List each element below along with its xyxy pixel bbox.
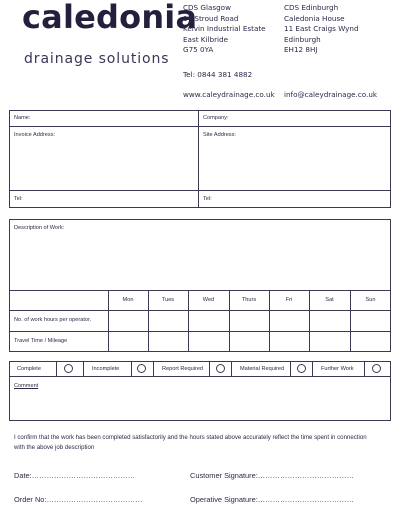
hours-row-bottom-line (9, 331, 391, 332)
company-tagline: drainage solutions (24, 51, 170, 67)
glasgow-estate: Kelvin Industrial Estate (183, 24, 266, 34)
status-divider-2 (131, 361, 132, 376)
glasgow-office-name: CDS Glasgow (183, 3, 231, 12)
status-divider-1 (83, 361, 84, 376)
telephone-number: Tel: 0844 381 4882 (183, 70, 253, 79)
site-address-field[interactable]: Site Address: (203, 132, 236, 138)
edinburgh-postcode: EH12 8HJ (284, 45, 318, 55)
edinburgh-street: 11 East Craigs Wynd (284, 24, 359, 34)
status-divider-7 (312, 361, 313, 376)
tel-left-field[interactable]: Tel: (14, 196, 23, 202)
operative-signature-field[interactable]: Operative Signature:………………………………… (190, 495, 354, 504)
status-material-required-label: Material Required (240, 366, 285, 372)
edinburgh-town: Edinburgh (284, 34, 321, 44)
customer-signature-field[interactable]: Customer Signature:………………………………… (190, 471, 354, 480)
glasgow-postcode: G75 0YA (183, 45, 214, 55)
status-report-required-radio[interactable] (216, 364, 225, 373)
comment-field[interactable]: Comment (14, 383, 39, 389)
day-header-wed: Wed (202, 297, 215, 303)
glasgow-town: East Kilbride (183, 34, 228, 44)
travel-time-row-label: Travel Time / Mileage (14, 338, 68, 344)
status-report-required-label: Report Required (162, 366, 204, 372)
tel-row-separator (9, 190, 391, 191)
order-number-field[interactable]: Order No:………………………………… (14, 495, 143, 504)
edinburgh-address (284, 3, 359, 56)
day-header-mon: Mon (122, 297, 134, 303)
day-header-sat: Sat (325, 297, 334, 303)
work-description-box (9, 219, 391, 352)
name-field[interactable]: Name: (14, 115, 31, 121)
tel-right-field[interactable]: Tel: (203, 196, 212, 202)
status-complete-label: Complete (17, 366, 41, 372)
status-divider-6 (290, 361, 291, 376)
day-header-fri: Fri (285, 297, 293, 303)
date-field[interactable]: Date:…………………………………… (14, 471, 136, 480)
status-divider-8 (364, 361, 365, 376)
email-link[interactable]: info@caleydrainage.co.uk (284, 90, 378, 99)
status-incomplete-radio[interactable] (137, 364, 146, 373)
day-header-tues: Tues (161, 297, 175, 303)
status-row-separator (9, 376, 391, 377)
status-divider-3 (153, 361, 154, 376)
confirmation-statement: I confirm that the work has been completed satisfactorily and the hours stated above accurately reflect the time spent in connection with the above job description (14, 434, 367, 451)
days-row-bottom-line (9, 310, 391, 311)
status-incomplete-label: Incomplete (92, 366, 120, 372)
days-row-top-line (9, 290, 391, 291)
edinburgh-office-name: CDS Edinburgh (284, 3, 339, 12)
status-complete-radio[interactable] (64, 364, 73, 373)
name-row-separator (9, 126, 391, 127)
status-further-work-label: Further Work (321, 366, 354, 372)
status-material-required-radio[interactable] (297, 364, 306, 373)
edinburgh-building: Caledonia House (284, 13, 345, 23)
status-divider-4 (209, 361, 210, 376)
customer-details-divider (198, 110, 199, 208)
website-link[interactable]: www.caleydrainage.co.uk (183, 90, 275, 99)
company-field[interactable]: Company: (203, 115, 229, 121)
customer-details-box (9, 110, 391, 208)
invoice-address-field[interactable]: Invoice Address: (14, 132, 56, 138)
status-divider-5 (231, 361, 232, 376)
day-header-thurs: Thurs (241, 297, 257, 303)
status-divider-0 (56, 361, 57, 376)
glasgow-street: 14 Stroud Road (183, 13, 239, 23)
glasgow-address (183, 3, 266, 56)
work-hours-row-label: No. of work hours per operator. (14, 317, 92, 323)
description-field[interactable]: Description of Work: (14, 225, 65, 231)
company-logo-text: caledonia (22, 0, 198, 36)
status-further-work-radio[interactable] (372, 364, 381, 373)
day-header-sun: Sun (365, 297, 376, 303)
